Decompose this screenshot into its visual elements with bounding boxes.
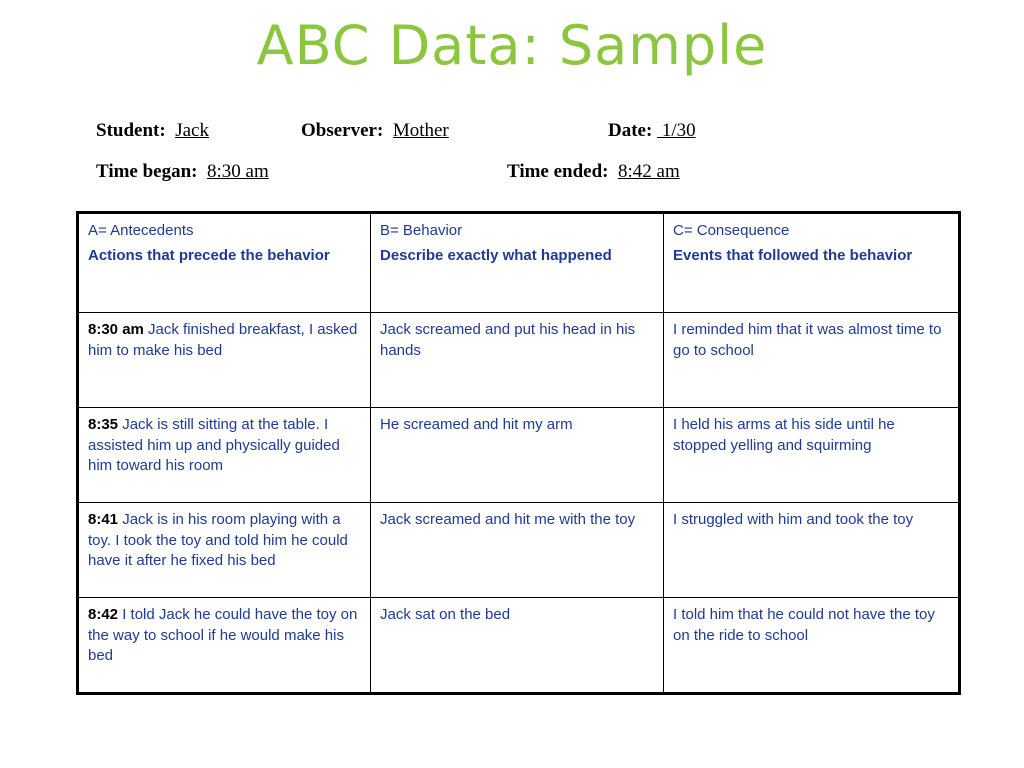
consequence-cell: I held his arms at his side until he stopped yelling and squirming [664, 408, 960, 503]
student-label: Student: [96, 120, 166, 141]
header-title: B= Behavior [380, 222, 463, 239]
behavior-cell: Jack screamed and put his head in his hands [371, 313, 664, 408]
antecedent-cell [78, 408, 371, 503]
table-header-row [78, 213, 960, 313]
time-stamp: 8:42 [88, 606, 119, 623]
observer-value: Mother [392, 120, 449, 141]
header-title: A= Antecedents [88, 222, 194, 239]
header-antecedents [78, 213, 371, 313]
antecedent-text: I told Jack he could have the toy on the way to school if he would make his bed [88, 606, 358, 664]
time-began-value: 8:30 am [207, 161, 269, 182]
header-description: Describe exactly what happened [380, 246, 612, 264]
header-consequence [664, 213, 960, 313]
time-began-field [96, 161, 269, 183]
antecedent-cell [78, 598, 371, 694]
time-stamp: 8:35 [88, 416, 119, 433]
date-label: Date: [608, 120, 653, 141]
student-field [96, 120, 209, 142]
time-stamp: 8:41 [88, 511, 119, 528]
time-stamp: 8:30 am [88, 321, 144, 338]
table-row [78, 408, 960, 503]
antecedent-cell [78, 503, 371, 598]
header-description: Events that followed the behavior [673, 246, 913, 264]
time-ended-field [507, 161, 680, 183]
behavior-cell: He screamed and hit my arm [371, 408, 664, 503]
time-ended-value: 8:42 am [618, 161, 680, 182]
date-field [608, 120, 696, 142]
consequence-cell: I told him that he could not have the toy on the ride to school [664, 598, 960, 694]
time-ended-label: Time ended: [507, 161, 609, 182]
time-began-label: Time began: [96, 161, 198, 182]
table-row [78, 503, 960, 598]
slide-title: ABC Data: Sample [256, 14, 768, 77]
antecedent-cell [78, 313, 371, 408]
table-row [78, 313, 960, 408]
behavior-cell: Jack screamed and hit me with the toy [371, 503, 664, 598]
observer-field [301, 120, 449, 142]
behavior-cell: Jack sat on the bed [371, 598, 664, 694]
antecedent-text: Jack finished breakfast, I asked him to make his bed [88, 321, 358, 359]
student-value: Jack [175, 120, 209, 141]
header-description: Actions that precede the behavior [88, 246, 330, 264]
abc-data-table [76, 211, 961, 695]
consequence-cell: I struggled with him and took the toy [664, 503, 960, 598]
antecedent-text: Jack is still sitting at the table. I assisted him up and physically guided him toward his room [88, 416, 340, 474]
consequence-cell: I reminded him that it was almost time to go to school [664, 313, 960, 408]
observer-label: Observer: [301, 120, 384, 141]
header-behavior [371, 213, 664, 313]
table-row [78, 598, 960, 694]
date-value: 1/30 [657, 120, 696, 141]
antecedent-text: Jack is in his room playing with a toy. I took the toy and told him he could have it after he fixed his bed [88, 511, 348, 569]
header-title: C= Consequence [673, 222, 790, 239]
